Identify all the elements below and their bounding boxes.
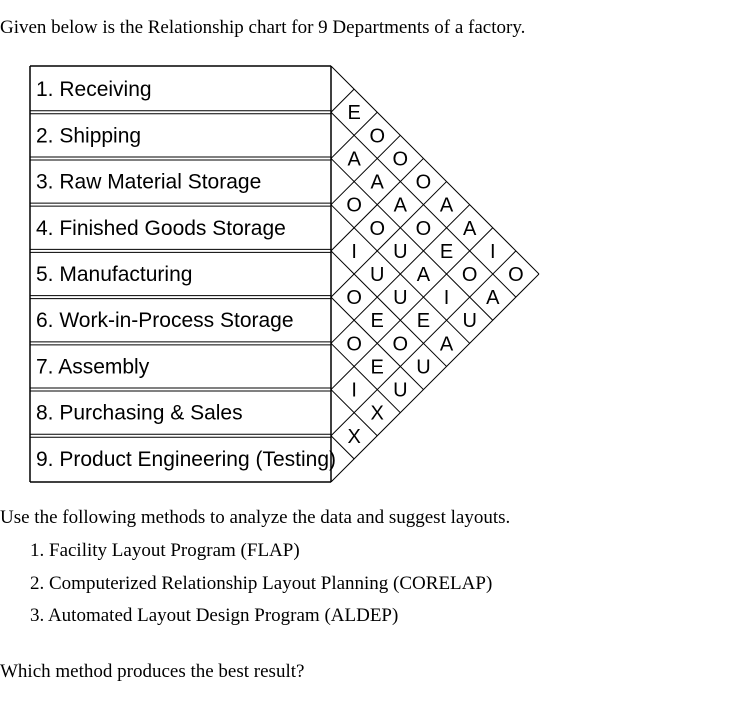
diagonal-line xyxy=(331,274,539,482)
relationship-code: E xyxy=(370,356,384,379)
relationship-code: A xyxy=(370,171,384,194)
method-item: 1. Facility Layout Program (FLAP) xyxy=(30,540,300,561)
method-item: 3. Automated Layout Design Program (ALDEP) xyxy=(30,605,399,626)
intro-text: Given below is the Relationship chart for 9 Departments of a factory. xyxy=(0,17,526,38)
relationship-code: A xyxy=(439,194,454,217)
diagonal-line xyxy=(331,343,400,412)
department-label: 6. Work-in-Process Storage xyxy=(36,309,294,333)
relationship-code: E xyxy=(370,310,384,333)
relationship-code: X xyxy=(370,402,384,425)
relationship-code: U xyxy=(393,240,408,263)
method-item: 2. Computerized Relationship Layout Planning (CORELAP) xyxy=(30,572,493,594)
department-label: 1. Receiving xyxy=(36,78,152,102)
relationship-code: U xyxy=(462,310,477,333)
relationship-code: X xyxy=(347,425,361,448)
relationship-code: O xyxy=(392,148,409,171)
relationship-code: E xyxy=(347,102,361,125)
department-label: 9. Product Engineering (Testing) xyxy=(36,447,336,471)
relationship-code: O xyxy=(415,171,432,194)
diagonal-line xyxy=(331,135,400,204)
relationship-code: I xyxy=(443,287,450,310)
methods-list xyxy=(30,540,492,638)
diagonal-line xyxy=(331,66,539,274)
relationship-code: U xyxy=(416,356,431,379)
relationship-code: I xyxy=(351,240,357,263)
department-label: 3. Raw Material Storage xyxy=(36,170,262,194)
relationship-code: O xyxy=(346,194,362,217)
relationship-code: U xyxy=(393,287,408,310)
relationship-code: O xyxy=(369,217,386,240)
relationship-code: O xyxy=(508,264,524,286)
relationship-code: O xyxy=(461,264,478,286)
relationship-code: A xyxy=(416,264,431,286)
department-label: 4. Finished Goods Storage xyxy=(36,216,286,240)
relationship-code: U xyxy=(369,264,385,286)
relationship-code: E xyxy=(439,240,454,263)
relationship-code: O xyxy=(392,333,409,356)
relationship-code: U xyxy=(393,379,408,402)
relationship-code: I xyxy=(351,379,357,402)
relationship-code: A xyxy=(439,333,454,356)
question-text: Which method produces the best result? xyxy=(0,661,305,682)
department-label: 8. Purchasing & Sales xyxy=(36,401,243,425)
methods-intro-text: Use the following methods to analyze the data and suggest layouts. xyxy=(0,507,511,528)
department-label: 2. Shipping xyxy=(36,124,142,148)
department-label: 7. Assembly xyxy=(36,355,150,379)
relationship-code: A xyxy=(393,194,408,217)
relationship-code: A xyxy=(486,287,500,310)
department-label: 5. Manufacturing xyxy=(36,263,193,286)
relationship-code: I xyxy=(489,240,496,263)
relationship-code: A xyxy=(347,148,361,171)
relationship-code: O xyxy=(369,125,386,148)
relationship-code: E xyxy=(416,310,431,333)
relationship-code: A xyxy=(462,217,477,240)
relationship-code: O xyxy=(346,287,362,310)
relationship-code: O xyxy=(346,333,362,356)
relationship-code: O xyxy=(415,217,432,240)
